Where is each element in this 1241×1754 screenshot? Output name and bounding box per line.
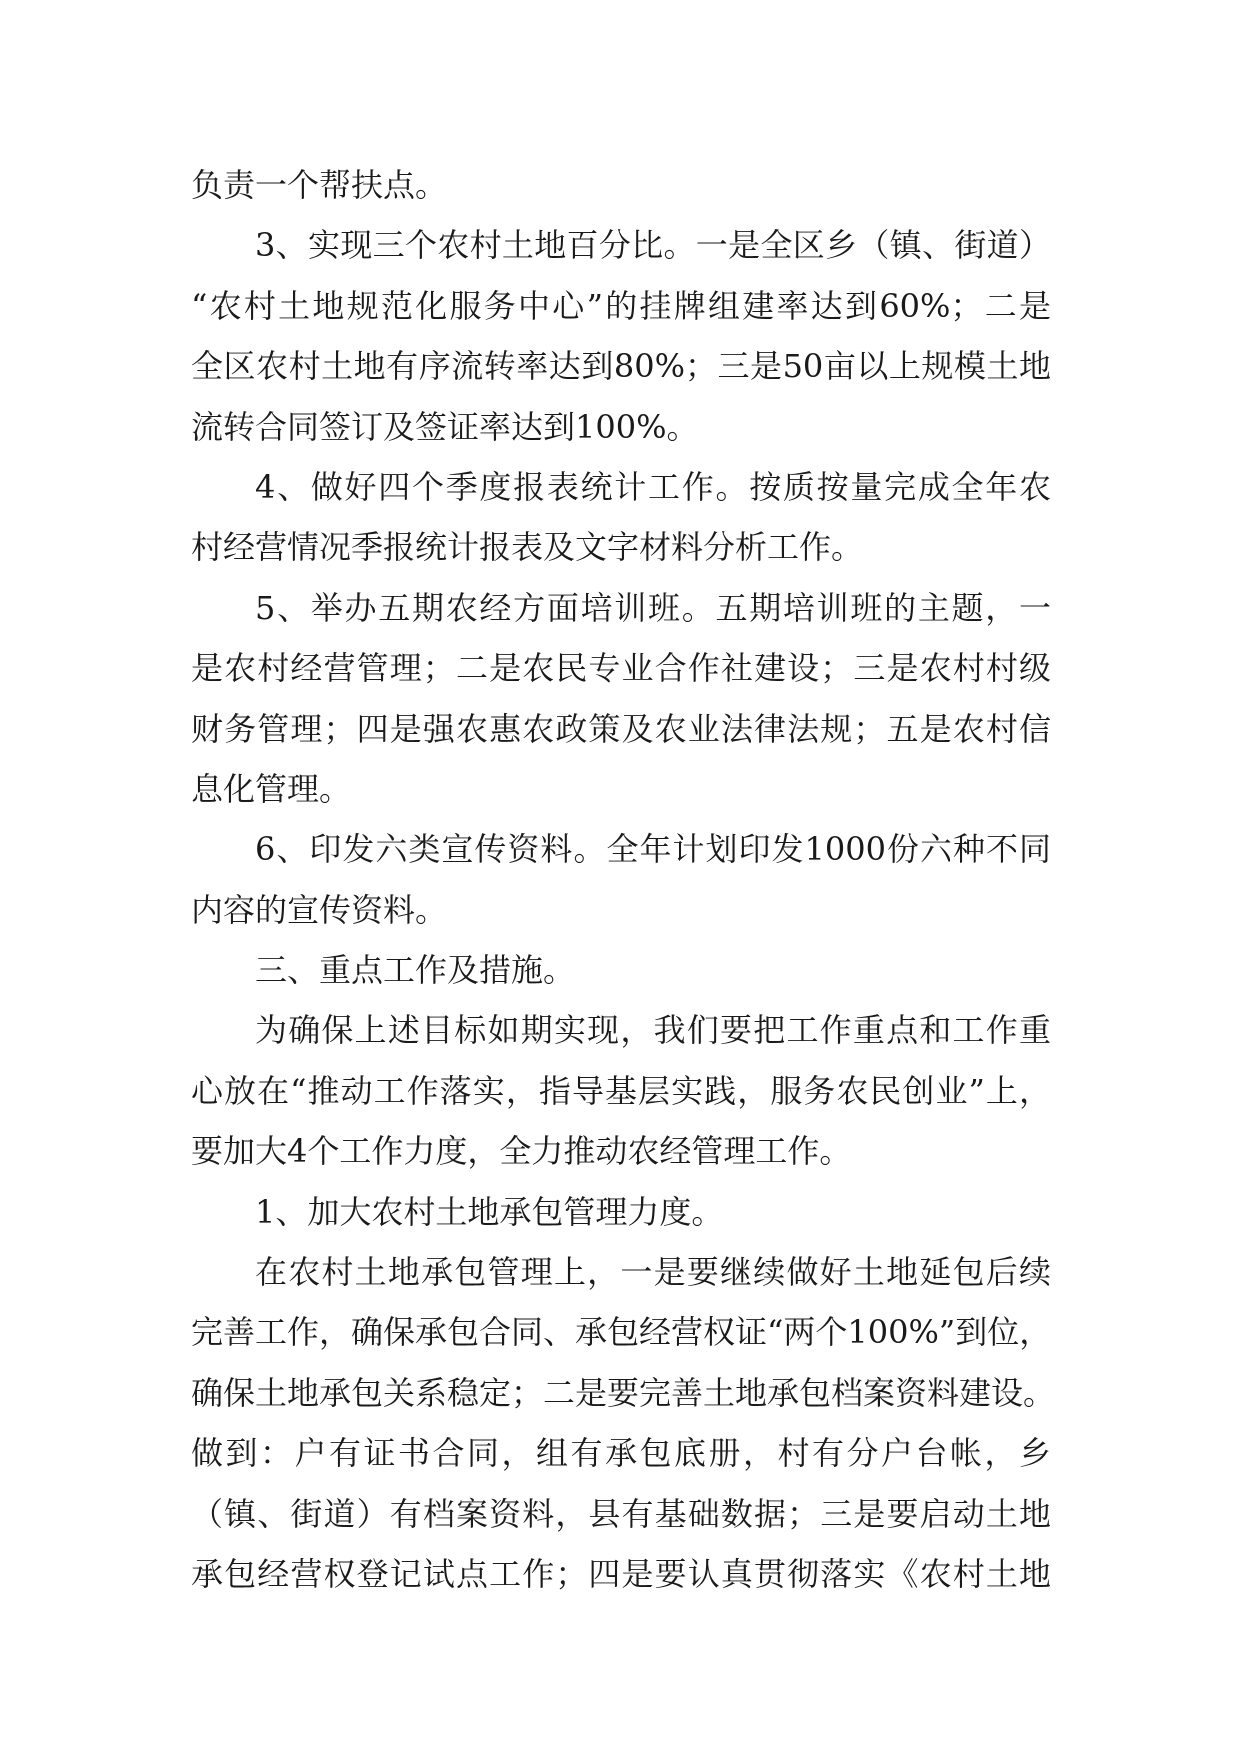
text-line: 息化管理。 [191,769,352,808]
text-line: 是农村经营管理；二是农民专业合作社建设；三是农村村级 [191,649,1051,688]
text-line: 完善工作，确保承包合同、承包经营权证“两个100%”到位， [191,1313,1052,1352]
text-line: “农村土地规范化服务中心”的挂牌组建率达到60%；二是 [191,286,1051,325]
text-line: 内容的宣传资料。 [191,890,448,929]
text-line: 心放在“推动工作落实，指导基层实践，服务农民创业”上， [191,1071,1051,1110]
text-line: 做到：户有证书合同，组有承包底册，村有分户台帐，乡 [191,1434,1051,1473]
text-line: 3、实现三个农村土地百分比。一是全区乡（镇、街道） [255,226,1051,265]
text-line: 负责一个帮扶点。 [191,166,448,204]
subsection-heading: 1、加大农村土地承包管理力度。 [255,1192,724,1231]
text-line: 要加大4个工作力度，全力推动农经管理工作。 [191,1132,852,1171]
text-line: 村经营情况季报统计报表及文字材料分析工作。 [191,528,864,567]
text-line: 确保土地承包关系稳定；二是要完善土地承包档案资料建设。 [191,1373,1056,1412]
text-line: 5、举办五期农经方面培训班。五期培训班的主题，一 [255,588,1051,627]
text-line: 全区农村土地有序流转率达到80%；三是50亩以上规模土地 [191,347,1051,386]
text-line: （镇、街道）有档案资料，县有基础数据；三是要启动土地 [191,1494,1051,1533]
document-body [191,155,1056,1604]
text-line: 6、印发六类宣传资料。全年计划印发1000份六种不同 [255,830,1051,869]
text-line: 4、做好四个季度报表统计工作。按质按量完成全年农 [255,467,1051,506]
section-heading: 三、重点工作及措施。 [255,951,576,990]
text-line: 为确保上述目标如期实现，我们要把工作重点和工作重 [255,1011,1051,1050]
text-line: 财务管理；四是强农惠农政策及农业法律法规；五是农村信 [191,709,1051,748]
text-line: 流转合同签订及签证率达到100%。 [191,407,699,446]
text-line: 承包经营权登记试点工作；四是要认真贯彻落实《农村土地 [191,1554,1051,1593]
text-line: 在农村土地承包管理上，一是要继续做好土地延包后续 [255,1253,1051,1292]
